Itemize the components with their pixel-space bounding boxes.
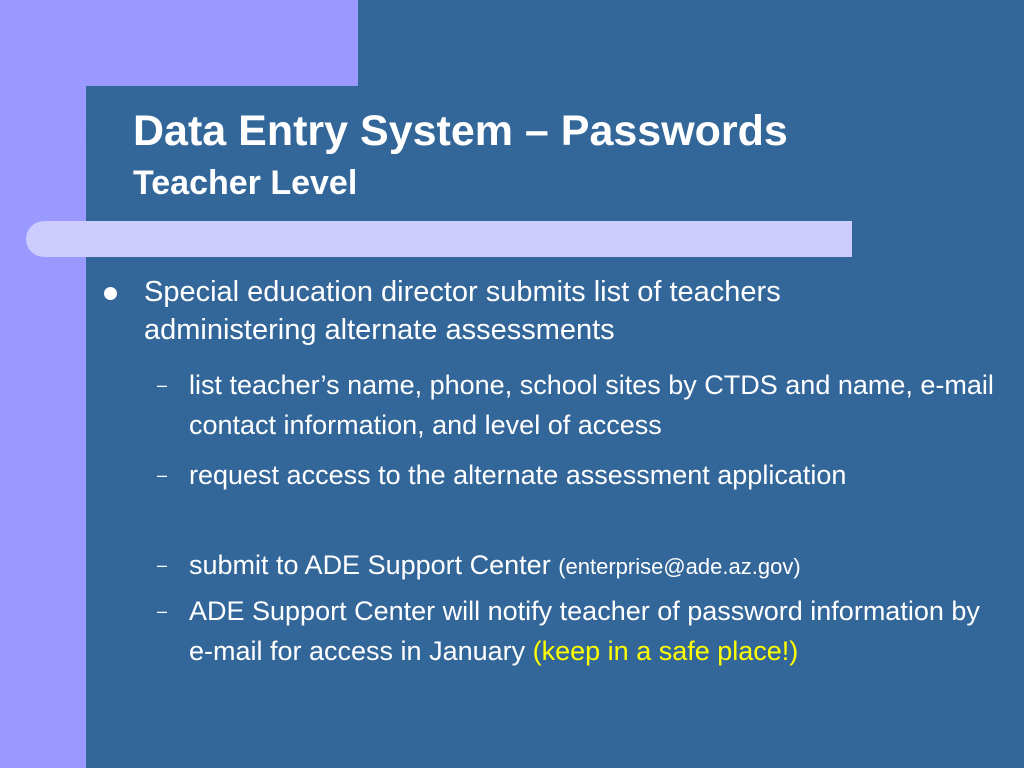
slide-title: Data Entry System – Passwords [133,107,788,155]
dash-icon: – [157,555,168,575]
support-email: (enterprise@ade.az.gov) [558,554,801,579]
dash-icon: – [157,375,168,395]
sub-bullet-2: request access to the alternate assessment application [189,460,847,490]
title-underline-bar [26,221,852,257]
decor-left-band [0,0,86,768]
dash-icon: – [157,601,168,621]
bullet-dot-icon [104,287,117,300]
dash-icon: – [157,465,168,485]
sub-bullet-4 [189,591,1009,671]
highlight-note: (keep in a safe place!) [532,636,799,666]
sub-bullet-3 [189,545,1009,587]
sub-bullet-1: list teacher’s name, phone, school sites by CTDS and name, e-mail contact information, and level of access [189,370,994,440]
sub-bullet-4-text: ADE Support Center will notify teacher of password information by e-mail for access in January [189,596,980,666]
bullet-main: Special education director submits list of teachers administering alternate assessments [144,276,781,346]
slide-subtitle: Teacher Level [133,164,358,202]
sub-bullet-3-text: submit to ADE Support Center [189,550,559,580]
